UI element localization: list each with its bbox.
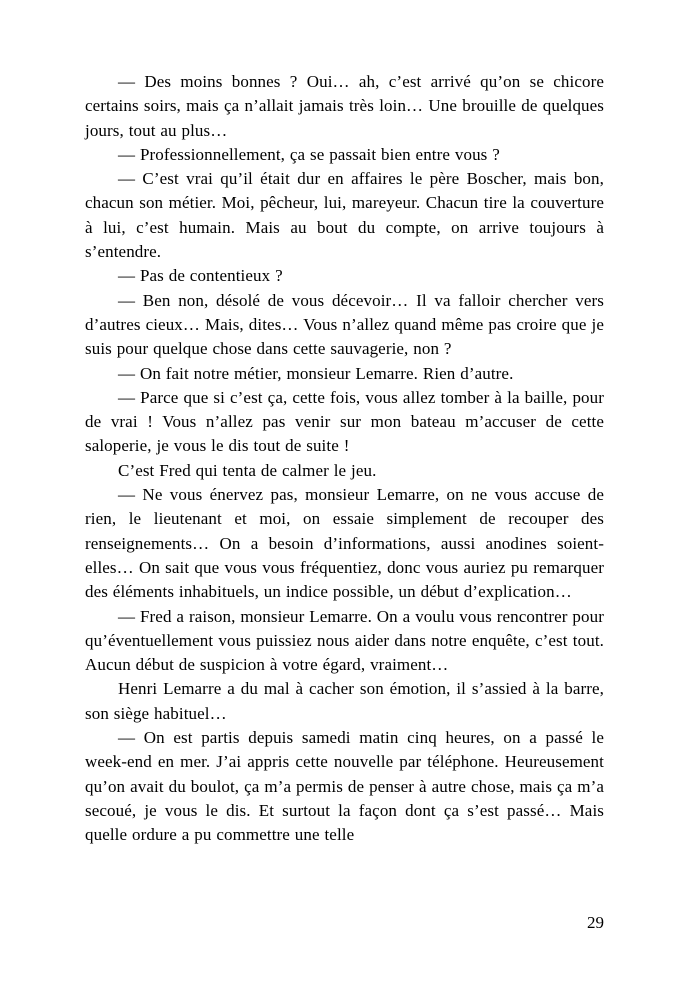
paragraph: — Pas de contentieux ? [118, 266, 283, 286]
paragraph: Henri Lemarre a du mal à cacher son émotion, il s’assied à la barre, son siège habituel… [85, 679, 604, 723]
paragraph: — Parce que si c’est ça, cette fois, vous allez tomber à la baille, pour de vrai ! Vous n’allez pas venir sur mon bateau m’accuser de cette saloperie, je vous le dis tout de suite ! [85, 387, 604, 456]
paragraph: — Professionnellement, ça se passait bien entre vous ? [118, 144, 500, 164]
text-block [85, 70, 604, 848]
paragraph: — Fred a raison, monsieur Lemarre. On a voulu vous rencontrer pour qu’éventuellement vous puissiez nous aider dans notre enquête, c’est tout. Aucun début de suspicion à votre égard, vraiment… [85, 606, 604, 675]
paragraph: — Ne vous énervez pas, monsieur Lemarre, on ne vous accuse de rien, le lieutenant et moi, on essaie simplement de recouper des renseignements… On a besoin d’informations, aussi anodines soient-elles… On sait que vous vous fréquentiez, donc vous auriez pu remarquer des éléments inhabituels, un indice possible, un début d’explication… [85, 485, 604, 602]
paragraph: — Des moins bonnes ? Oui… ah, c’est arrivé qu’on se chicore certains soirs, mais ça n’allait jamais très loin… Une brouille de quelques jours, tout au plus… [85, 72, 604, 140]
paragraph: — On est partis depuis samedi matin cinq heures, on a passé le week-end en mer. J’ai appris cette nouvelle par téléphone. Heureusement qu’on avait du boulot, ça m’a permis de penser à autre chose, mais ça m’a secoué, je vous le dis. Et surtout la façon dont ça s’est passé… Mais quelle ordure a pu commettre une telle [85, 728, 604, 845]
paragraph: C’est Fred qui tenta de calmer le jeu. [118, 460, 377, 480]
paragraph: — Ben non, désolé de vous décevoir… Il va falloir chercher vers d’autres cieux… Mais, dites… Vous n’allez quand même pas croire que je suis pour quelque chose dans cette sauvagerie, non ? [85, 290, 604, 359]
page-number: 29 [587, 913, 604, 932]
paragraph: — C’est vrai qu’il était dur en affaires le père Boscher, mais bon, chacun son métier. Moi, pêcheur, lui, mareyeur. Chacun tire la couverture à lui, c’est humain. Mais au bout du compte, on arrive toujours à s’entendre. [85, 169, 604, 262]
paragraph: — On fait notre métier, monsieur Lemarre. Rien d’autre. [118, 363, 514, 383]
